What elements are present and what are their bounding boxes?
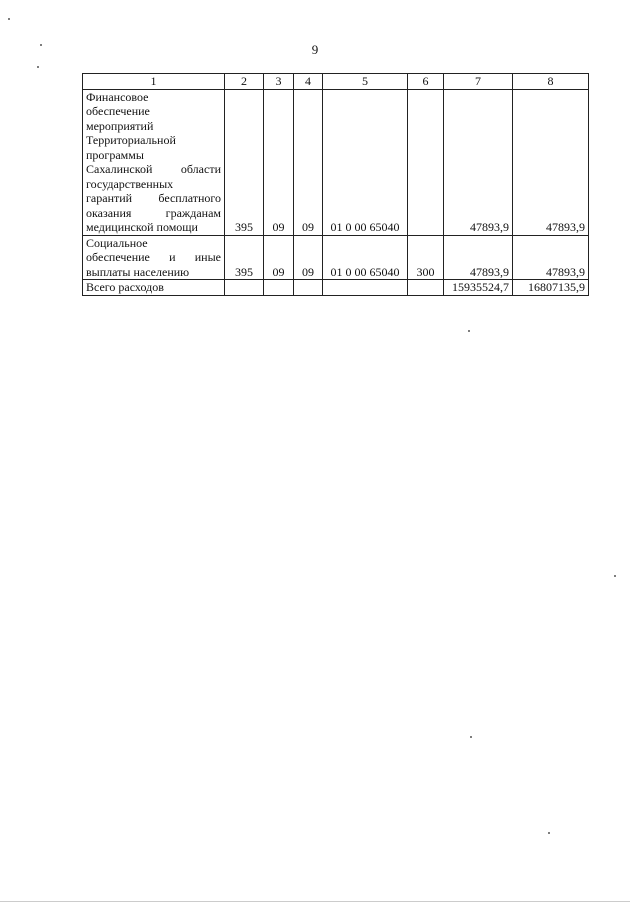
description-line: гарантий бесплатного bbox=[86, 191, 221, 205]
page-bottom-edge bbox=[0, 901, 630, 902]
column-header: 2 bbox=[225, 74, 264, 90]
column-header: 3 bbox=[264, 74, 294, 90]
cell-amount-year2: 47893,9 bbox=[513, 235, 589, 280]
cell-ministry: 395 bbox=[225, 235, 264, 280]
total-amount-year2: 16807135,9 bbox=[513, 280, 589, 296]
scan-speck bbox=[8, 18, 10, 20]
empty-cell bbox=[408, 280, 444, 296]
cell-amount-year2: 47893,9 bbox=[513, 89, 589, 235]
page-number: 9 bbox=[311, 42, 319, 57]
column-header: 4 bbox=[294, 74, 323, 90]
cell-expense-type bbox=[408, 89, 444, 235]
column-header: 1 bbox=[83, 74, 225, 90]
column-header: 7 bbox=[444, 74, 513, 90]
table-row bbox=[83, 235, 589, 280]
description-line: Финансовое bbox=[86, 89, 149, 104]
cell-subsection: 09 bbox=[294, 235, 323, 280]
scan-speck bbox=[548, 832, 550, 834]
table-header-row bbox=[83, 74, 589, 90]
column-header: 5 bbox=[323, 74, 408, 90]
description-line: медицинской помощи bbox=[86, 220, 198, 234]
description-line: программы bbox=[86, 147, 144, 162]
description-line: государственных bbox=[86, 176, 174, 191]
scan-speck bbox=[614, 575, 616, 577]
row-description bbox=[83, 89, 225, 235]
empty-cell bbox=[323, 280, 408, 296]
empty-cell bbox=[225, 280, 264, 296]
scan-speck bbox=[468, 330, 470, 332]
total-row bbox=[83, 280, 589, 296]
description-line: оказания гражданам bbox=[86, 205, 221, 220]
description-line: обеспечение и иные bbox=[86, 250, 221, 264]
budget-table bbox=[82, 73, 589, 296]
description-line: Социальное bbox=[86, 235, 148, 250]
total-amount-year1: 15935524,7 bbox=[444, 280, 513, 296]
total-label: Всего расходов bbox=[83, 280, 225, 296]
row-description bbox=[83, 235, 225, 280]
scan-speck bbox=[37, 66, 39, 68]
description-line: Территориальной bbox=[86, 133, 176, 147]
empty-cell bbox=[264, 280, 294, 296]
cell-target-article: 01 0 00 65040 bbox=[323, 89, 408, 235]
cell-amount-year1: 47893,9 bbox=[444, 89, 513, 235]
cell-section: 09 bbox=[264, 235, 294, 280]
description-line: выплаты населению bbox=[86, 264, 190, 279]
cell-ministry: 395 bbox=[225, 89, 264, 235]
table-row bbox=[83, 89, 589, 235]
description-line: обеспечение bbox=[86, 104, 150, 118]
cell-expense-type: 300 bbox=[408, 235, 444, 280]
scan-speck bbox=[470, 736, 472, 738]
empty-cell bbox=[294, 280, 323, 296]
description-line: Сахалинской области bbox=[86, 162, 221, 176]
column-header: 6 bbox=[408, 74, 444, 90]
cell-amount-year1: 47893,9 bbox=[444, 235, 513, 280]
cell-subsection: 09 bbox=[294, 89, 323, 235]
cell-section: 09 bbox=[264, 89, 294, 235]
scan-speck bbox=[40, 44, 42, 46]
cell-target-article: 01 0 00 65040 bbox=[323, 235, 408, 280]
column-header: 8 bbox=[513, 74, 589, 90]
description-line: мероприятий bbox=[86, 118, 154, 133]
